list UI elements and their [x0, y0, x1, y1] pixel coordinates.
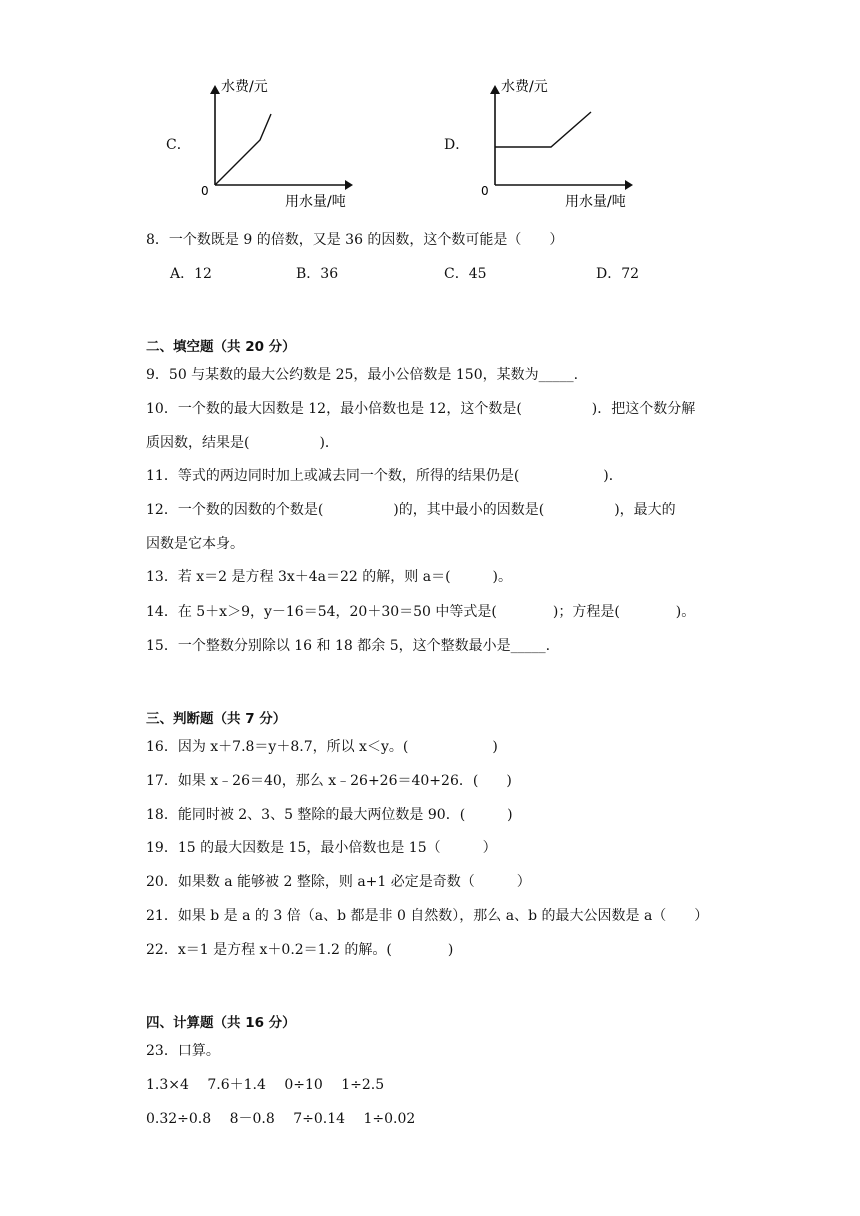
option-d-label: D． — [444, 137, 470, 153]
graph-d-x-axis: 用水量/吨 — [565, 194, 626, 210]
question-17: 17．如果 x﹣26＝40，那么 x﹣26+26＝40+26．( ) — [146, 773, 512, 789]
question-20: 20．如果数 a 能够被 2 整除，则 a+1 必定是奇数（ ） — [146, 874, 531, 890]
question-12: 12．一个数的因数的个数是( )的，其中最小的因数是( )，最大的 — [146, 502, 676, 518]
graph-d-line — [495, 112, 591, 147]
graph-c-y-axis: 水费/元 — [221, 79, 268, 95]
question-23: 23．口算。 — [146, 1043, 220, 1059]
option-c-label: C． — [166, 137, 191, 153]
mental-math-row-2: 0.32÷0.8 8－0.8 7÷0.14 1÷0.02 — [146, 1111, 416, 1127]
graph-c-origin: 0 — [201, 184, 209, 198]
question-10: 10．一个数的最大因数是 12，最小倍数也是 12，这个数是( )．把这个数分解 — [146, 401, 696, 417]
question-18: 18．能同时被 2、3、5 整除的最大两位数是 90．( ) — [146, 807, 513, 823]
question-21: 21．如果 b 是 a 的 3 倍（a、b 都是非 0 自然数），那么 a、b 的最大公因数是 a（ ） — [146, 908, 709, 924]
question-14: 14．在 5＋x＞9，y－16＝54，20＋30＝50 中等式是( )；方程是( )。 — [146, 604, 696, 620]
mental-math-row-1: 1.3×4 7.6＋1.4 0÷10 1÷2.5 — [146, 1077, 385, 1093]
graph-c-x-axis: 用水量/吨 — [285, 194, 346, 210]
graph-c-line — [215, 114, 271, 185]
question-8: 8．一个数既是 9 的倍数，又是 36 的因数，这个数可能是（ ） — [146, 232, 564, 248]
question-15: 15．一个整数分别除以 16 和 18 都余 5，这个整数最小是_____. — [146, 638, 551, 654]
q8-option-c: C．45 — [444, 266, 487, 282]
question-16: 16．因为 x＋7.8＝y＋8.7，所以 x＜y。( ) — [146, 739, 498, 755]
question-13: 13．若 x＝2 是方程 3x＋4a＝22 的解，则 a＝( )。 — [146, 569, 513, 585]
question-19: 19．15 的最大因数是 15，最小倍数也是 15（ ） — [146, 840, 497, 856]
question-10-cont: 质因数，结果是( )． — [146, 435, 339, 451]
q8-option-d: D．72 — [596, 266, 640, 282]
graph-d — [475, 72, 645, 217]
question-22: 22．x＝1 是方程 x＋0.2＝1.2 的解。( ) — [146, 942, 454, 958]
question-9: 9．50 与某数的最大公约数是 25，最小公倍数是 150，某数为_____. — [146, 367, 579, 383]
section-fill-title: 二、填空题（共 20 分） — [146, 339, 296, 355]
q8-option-a: A．12 — [170, 266, 212, 282]
question-11: 11．等式的两边同时加上或减去同一个数，所得的结果仍是( )． — [146, 468, 623, 484]
q8-option-b: B．36 — [296, 266, 339, 282]
graph-d-y-axis: 水费/元 — [501, 79, 548, 95]
question-12-cont: 因数是它本身。 — [146, 536, 244, 552]
graph-d-origin: 0 — [481, 184, 489, 198]
section-judge-title: 三、判断题（共 7 分） — [146, 711, 287, 727]
graph-c — [195, 72, 365, 217]
section-calc-title: 四、计算题（共 16 分） — [146, 1015, 296, 1031]
